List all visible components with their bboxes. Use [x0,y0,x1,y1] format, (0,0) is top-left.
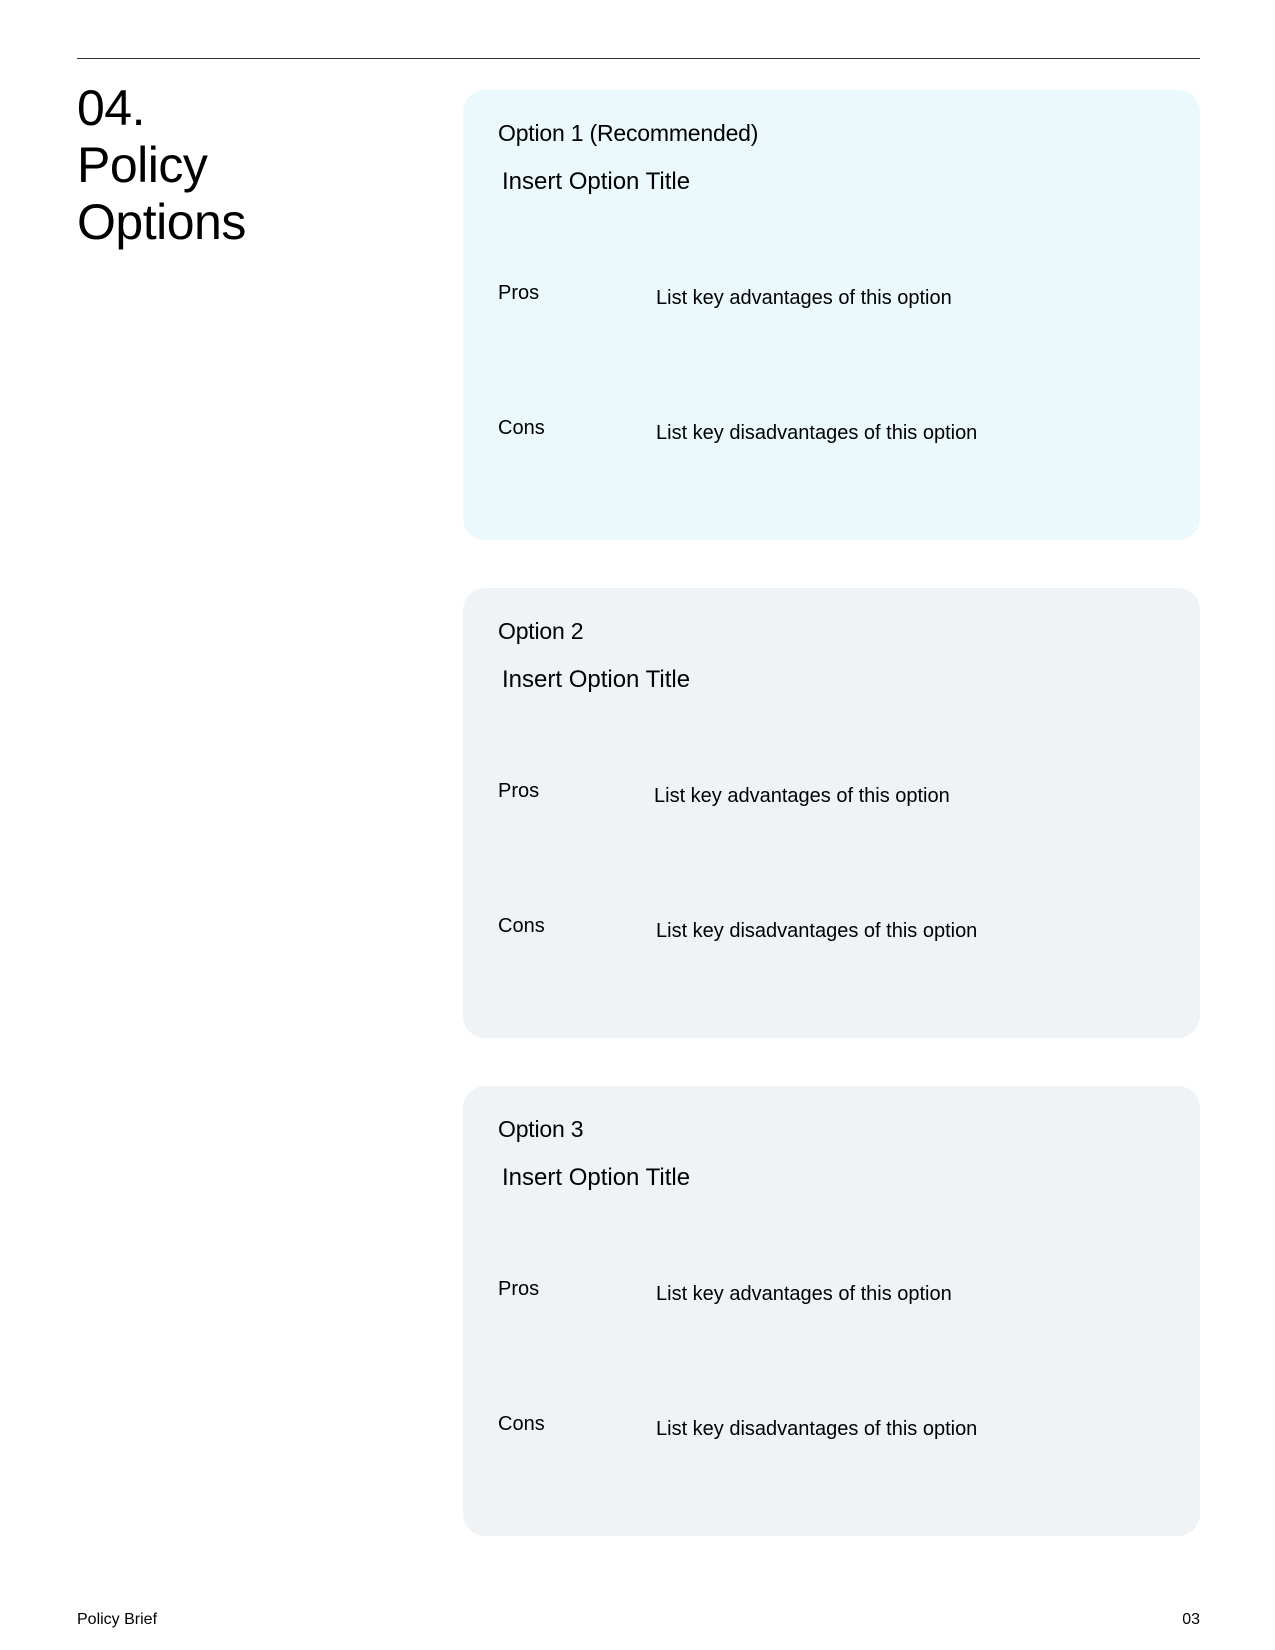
pros-label: Pros [498,1278,540,1300]
option-label: Option 1 (Recommended) [498,120,759,146]
option-title[interactable]: Insert Option Title [502,666,691,693]
option-card-recommended [463,90,1200,540]
option-title[interactable]: Insert Option Title [502,1164,691,1191]
section-heading [77,80,407,251]
option-card-3 [463,1086,1200,1536]
option-label: Option 3 [498,1116,584,1142]
cons-label: Cons [498,417,545,439]
option-label: Option 2 [498,618,584,644]
cons-text[interactable]: List key disadvantages of this option [656,422,978,444]
cons-text[interactable]: List key disadvantages of this option [656,1418,978,1440]
pros-label: Pros [498,282,540,304]
cons-label: Cons [498,915,545,937]
pros-label: Pros [498,780,540,802]
pros-text[interactable]: List key advantages of this option [656,287,952,309]
option-title[interactable]: Insert Option Title [502,168,691,195]
pros-text[interactable]: List key advantages of this option [656,1283,952,1305]
footer-document-name: Policy Brief [77,1611,158,1628]
section-title-line-2: Options [77,194,246,250]
top-divider [77,58,1200,59]
section-number: 04. [77,80,146,136]
section-title-line-1: Policy [77,137,208,193]
footer-page-number: 03 [1182,1611,1200,1628]
pros-text[interactable]: List key advantages of this option [654,785,950,807]
option-card-2 [463,588,1200,1038]
cons-label: Cons [498,1413,545,1435]
cons-text[interactable]: List key disadvantages of this option [656,920,978,942]
